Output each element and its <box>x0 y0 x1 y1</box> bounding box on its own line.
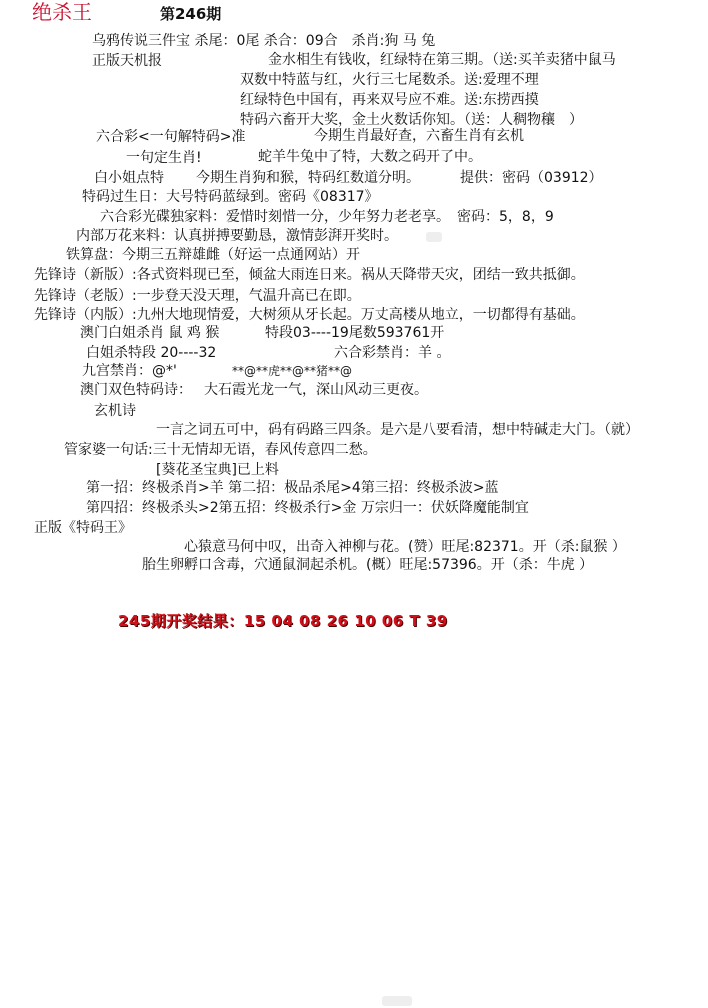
line-baixiaojie-label: 白小姐点特 <box>94 170 164 186</box>
scan-smudge <box>426 232 442 242</box>
line-tianjibao-2: 双数中特蓝与红，火行三七尾数杀。送:爱理不理 <box>240 72 539 88</box>
line-tianjibao-label: 正版天机报 <box>92 53 162 69</box>
line-xuanji-title: 玄机诗 <box>94 403 136 419</box>
line-jiugong-values: **@**虎**@**猪**@ <box>232 364 353 378</box>
lottery-result: 245期开奖结果：15 04 08 26 10 06 T 39 <box>118 612 448 630</box>
line-temawang-2: 胎生卵孵口含毒，穴通鼠洞起杀机。(概）旺尾:57396。开（杀：牛虎 ） <box>142 557 594 573</box>
issue-number: 第246期 <box>160 5 222 23</box>
line-guangdie: 六合彩光碟独家料：爱惜时刻惜一分，少年努力老老享。 密码：5，8，9 <box>100 209 554 225</box>
line-tiesuanpan: 铁算盘：今期三五辩雄雌（好运一点通网站）开 <box>66 247 360 263</box>
line-guanjiapo: 管家婆一句话:三十无情却无语，春风传意四二愁。 <box>64 442 377 458</box>
line-jinxiao: 六合彩禁肖：羊 。 <box>334 345 451 361</box>
line-baixiaojie-2: 提供：密码（03912） <box>460 170 603 186</box>
line-zhao-1-3: 第一招：终极杀肖>羊 第二招：极品杀尾>4第三招：终极杀波>蓝 <box>86 480 499 496</box>
line-yijuding-1: 蛇羊牛兔中了特，大数之码开了中。 <box>258 149 482 165</box>
page-title: 绝杀王 <box>32 0 92 24</box>
line-yijuding-label: 一句定生肖! <box>126 150 202 166</box>
line-jiugong-label: 九宫禁肖：@*' <box>82 363 177 379</box>
line-tianjibao-3: 红绿特色中国有，再来双号应不难。送:东捞西摸 <box>240 92 539 108</box>
line-xuanji-poem: 一言之词五可中，码有码路三四条。是六是八要看清，想中特碱走大门。（就） <box>156 422 639 438</box>
line-xianfeng-inner: 先锋诗（内版）:九州大地现情爱，大树须从牙长起。万丈高楼从地立，一切都得有基础。 <box>34 307 585 323</box>
line-yijujie-1: 今期生肖最好查，六畜生肖有玄机 <box>314 128 524 144</box>
line-tianjibao-1: 金水相生有钱收，红绿特在第三期。（送:买羊卖猪中鼠马 <box>268 52 616 68</box>
line-yijujie-label: 六合彩<一句解特码>准 <box>96 129 246 145</box>
line-xianfeng-new: 先锋诗（新版）:各式资料现已至，倾盆大雨连日来。祸从天降带天灾，团结一致共抵御。 <box>34 267 585 283</box>
line-xianfeng-old: 先锋诗（老版）:一步登天没天理，气温升高已在即。 <box>34 288 361 304</box>
line-zhao-4-6: 第四招：终极杀头>2第五招：终极杀行>金 万宗归一：伏妖降魔能制宜 <box>86 500 529 516</box>
line-tianjibao-4: 特码六畜开大奖，金土火数话你知。（送：人稠物穰 ） <box>240 112 583 128</box>
line-baijie-teduan: 白姐杀特段 20----32 <box>86 345 217 361</box>
line-shuangse-label: 澳门双色特码诗： <box>80 382 192 398</box>
line-kuihua-title: [葵花圣宝典]已上料 <box>156 462 279 478</box>
line-baijie-shaxiao: 澳门白姐杀肖 鼠 鸡 猴 <box>80 325 220 341</box>
line-shuangse-poem: 大石霞光龙一气，深山风动三更夜。 <box>204 382 428 398</box>
scan-smudge <box>382 996 412 1006</box>
line-teduan-weishu: 特段03----19尾数593761开 <box>265 325 445 341</box>
line-sanjianbao: 乌鸦传说三件宝 杀尾：0尾 杀合：09合 杀肖:狗 马 兔 <box>92 33 436 49</box>
line-temawang-title: 正版《特码王》 <box>34 520 132 536</box>
line-baixiaojie-1: 今期生肖狗和猴，特码红数道分明。 <box>196 170 420 186</box>
line-temawang-1: 心猿意马何中叹，出奇入神柳与花。(赞）旺尾:82371。开（杀:鼠猴 ） <box>184 539 626 555</box>
line-shengri: 特码过生日：大号特码蓝绿到。密码《08317》 <box>82 189 379 205</box>
line-wanhua: 内部万花来料：认真拼搏要勤恳，激情彭湃开奖时。 <box>76 228 398 244</box>
